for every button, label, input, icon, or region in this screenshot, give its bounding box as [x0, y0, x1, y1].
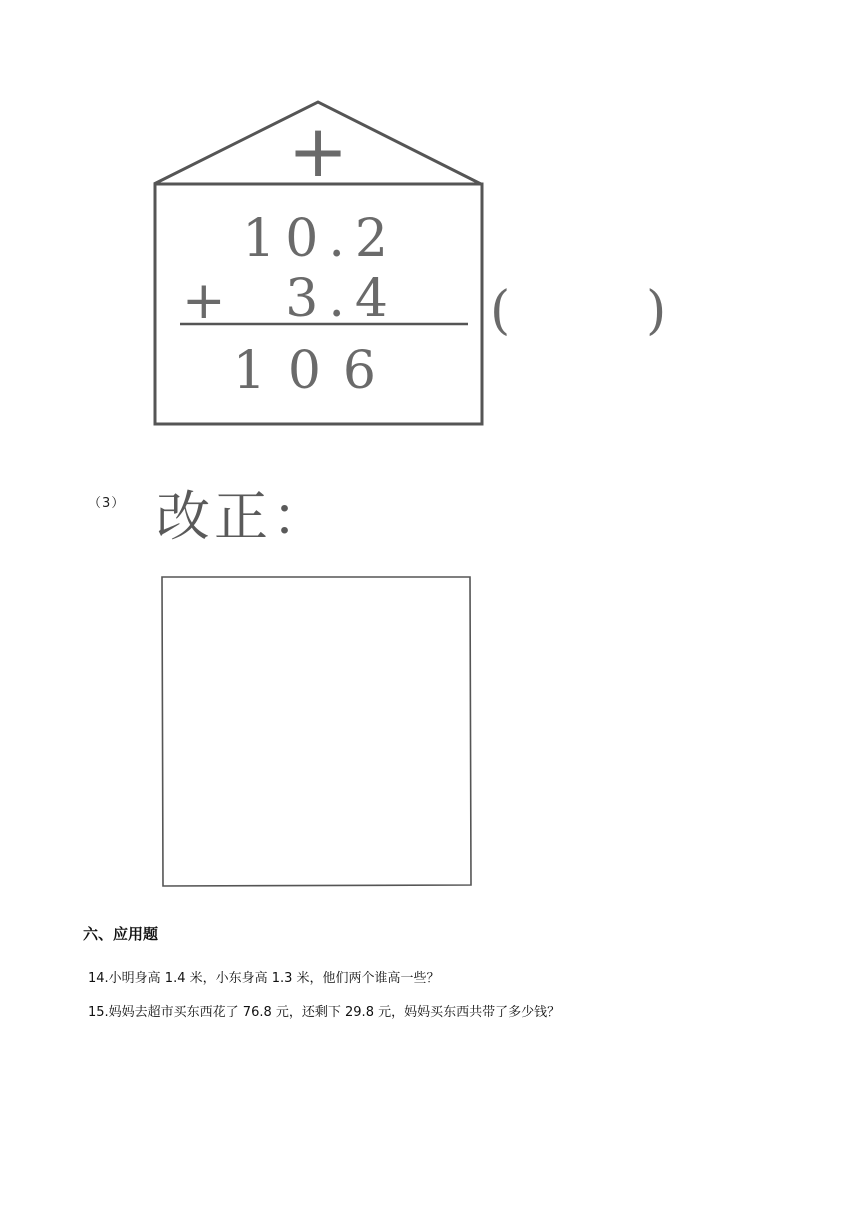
question-14: 14.小明身高 1.4 米，小东身高 1.3 米，他们两个谁高一些？	[88, 971, 440, 986]
judgement-paren-close: )	[646, 281, 667, 341]
addend-1: 10.2	[242, 209, 398, 269]
result: 106	[232, 341, 398, 401]
correction-answer-box	[160, 575, 472, 887]
operator-plus: +	[182, 271, 226, 331]
correction-label: 改正：	[156, 485, 330, 548]
question-15: 15.妈妈去超市买东西花了 76.8 元，还剩下 29.8 元，妈妈买东西共带了多少钱？	[88, 1005, 561, 1020]
addend-2: 3.4	[285, 269, 398, 329]
judgement-paren-open: (	[490, 281, 511, 341]
item-number: （3）	[88, 496, 126, 511]
roof-plus-sign: +	[287, 109, 349, 193]
section-title: 六、应用题	[83, 925, 159, 943]
house-addition-figure	[148, 98, 678, 438]
